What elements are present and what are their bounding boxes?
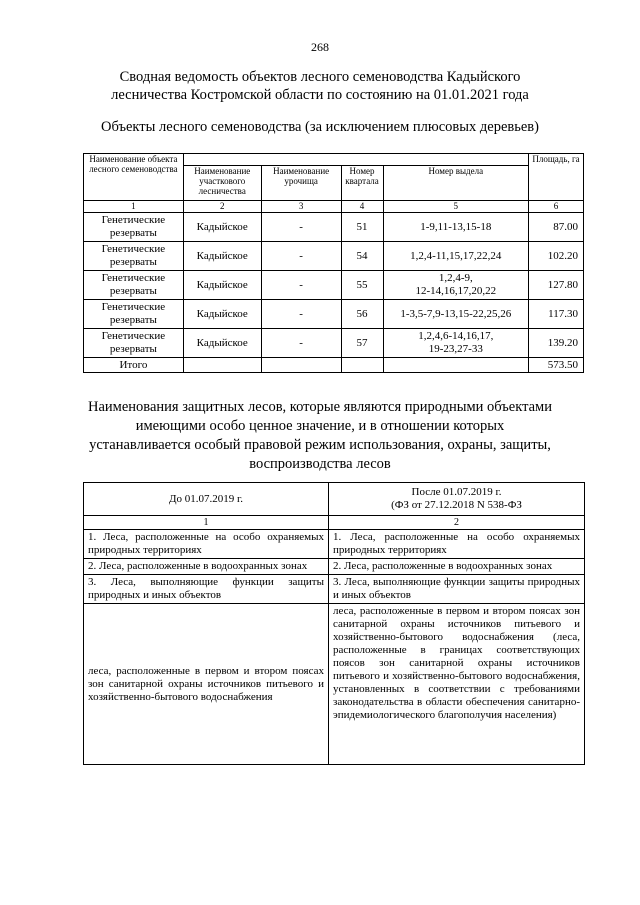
protective-forests-table	[83, 482, 585, 765]
title-line-2: лесничества Костромской области по состоянию на 01.01.2021 года	[111, 87, 529, 103]
after-cell: 1. Леса, расположенные на особо охраняемых природных территориях	[329, 530, 585, 559]
allotment-cell: 1,2,4-9, 12-14,16,17,20,22	[383, 271, 529, 300]
district-cell: Кадыйское	[183, 271, 261, 300]
protective-title-line-3: устанавливается особый правовой режим использования, охраны, защиты,	[89, 437, 551, 453]
col-number-1: 1	[84, 201, 184, 213]
allotment-cell: 1,2,4,6-14,16,17, 19-23,27-33	[383, 329, 529, 358]
before-cell: 3. Леса, выполняющие функции защиты природных и иных объектов	[84, 575, 329, 604]
tract-cell: -	[261, 271, 341, 300]
tract-cell: -	[261, 329, 341, 358]
tract-cell: -	[261, 242, 341, 271]
header-spacer	[383, 154, 529, 166]
object-name-cell: Генетические резерваты	[84, 329, 184, 358]
object-name-cell: Генетические резерваты	[84, 300, 184, 329]
quarter-cell: 51	[341, 213, 383, 242]
allotment-cell: 1-3,5-7,9-13,15-22,25,26	[383, 300, 529, 329]
header-district: Наименование участкового лесничества	[183, 166, 261, 201]
before-cell: 2. Леса, расположенные в водоохранных зонах	[84, 559, 329, 575]
header-area: Площадь, га	[529, 154, 584, 201]
before-cell: леса, расположенные в первом и втором поясах зон санитарной охраны источников питьевого и хозяйственно-бытового водоснабжения	[84, 604, 329, 765]
col-number-5: 5	[383, 201, 529, 213]
area-cell: 139.20	[529, 329, 584, 358]
after-cell: леса, расположенные в первом и втором поясах зон санитарной охраны источников питьевого и хозяйственно-бытового водоснабжения (леса, расположенные в границах соответствующих поясов зон санитарной охраны источников питьевого и хозяйственно-бытового водоснабжения, установленных в соответствии с требованиями законодательства в области обеспечения санитарно-эпидемиологического благополучия населения)	[329, 604, 585, 765]
table-row	[84, 559, 585, 575]
after-cell: 3. Леса, выполняющие функции защиты природных и иных объектов	[329, 575, 585, 604]
quarter-cell: 55	[341, 271, 383, 300]
allotment-cell: 1,2,4-11,15,17,22,24	[383, 242, 529, 271]
table-row	[84, 604, 585, 765]
header-quarter: Номер квартала	[341, 166, 383, 201]
protective-title-line-2: имеющими особо ценное значение, и в отношении которых	[135, 418, 505, 434]
table-row	[84, 271, 584, 300]
title-line-1: Сводная ведомость объектов лесного семеноводства Кадыйского	[119, 69, 521, 85]
before-cell: 1. Леса, расположенные на особо охраняемых природных территориях	[84, 530, 329, 559]
object-name-cell: Генетические резерваты	[84, 242, 184, 271]
header-spacer	[261, 154, 341, 166]
total-label: Итого	[84, 358, 184, 373]
header-before: До 01.07.2019 г.	[84, 483, 329, 516]
after-cell: 2. Леса, расположенные в водоохранных зонах	[329, 559, 585, 575]
col-number-1: 1	[84, 516, 329, 530]
tract-cell: -	[261, 213, 341, 242]
table-row	[84, 575, 585, 604]
header-object-name: Наименование объекта лесного семеноводства	[84, 154, 184, 201]
table-row	[84, 242, 584, 271]
allotment-cell: 1-9,11-13,15-18	[383, 213, 529, 242]
document-title	[80, 68, 560, 104]
empty-cell	[183, 358, 261, 373]
seed-objects-table	[83, 153, 584, 373]
object-name-cell: Генетические резерваты	[84, 213, 184, 242]
object-name-cell: Генетические резерваты	[84, 271, 184, 300]
table-row	[84, 213, 584, 242]
col-number-3: 3	[261, 201, 341, 213]
table-row	[84, 300, 584, 329]
table-row	[84, 329, 584, 358]
total-area: 573.50	[529, 358, 584, 373]
area-cell: 87.00	[529, 213, 584, 242]
protective-forests-title	[70, 398, 570, 474]
protective-title-line-4: воспроизводства лесов	[249, 456, 391, 472]
area-cell: 102.20	[529, 242, 584, 271]
page-number: 268	[311, 40, 329, 54]
col-number-6: 6	[529, 201, 584, 213]
header-spacer	[183, 154, 261, 166]
section-title: Объекты лесного семеноводства (за исключением плюсовых деревьев)	[101, 119, 539, 135]
tract-cell: -	[261, 300, 341, 329]
empty-cell	[341, 358, 383, 373]
area-cell: 117.30	[529, 300, 584, 329]
quarter-cell: 57	[341, 329, 383, 358]
quarter-cell: 56	[341, 300, 383, 329]
district-cell: Кадыйское	[183, 329, 261, 358]
col-number-2: 2	[183, 201, 261, 213]
table-row	[84, 530, 585, 559]
header-spacer	[341, 154, 383, 166]
empty-cell	[261, 358, 341, 373]
header-tract: Наименование урочища	[261, 166, 341, 201]
district-cell: Кадыйское	[183, 300, 261, 329]
district-cell: Кадыйское	[183, 242, 261, 271]
empty-cell	[383, 358, 529, 373]
header-allotment: Номер выдела	[383, 166, 529, 201]
area-cell: 127.80	[529, 271, 584, 300]
col-number-4: 4	[341, 201, 383, 213]
col-number-2: 2	[329, 516, 585, 530]
quarter-cell: 54	[341, 242, 383, 271]
total-row	[84, 358, 584, 373]
header-after: После 01.07.2019 г. (ФЗ от 27.12.2018 N 538-ФЗ	[329, 483, 585, 516]
protective-title-line-1: Наименования защитных лесов, которые являются природными объектами	[88, 399, 552, 415]
district-cell: Кадыйское	[183, 213, 261, 242]
